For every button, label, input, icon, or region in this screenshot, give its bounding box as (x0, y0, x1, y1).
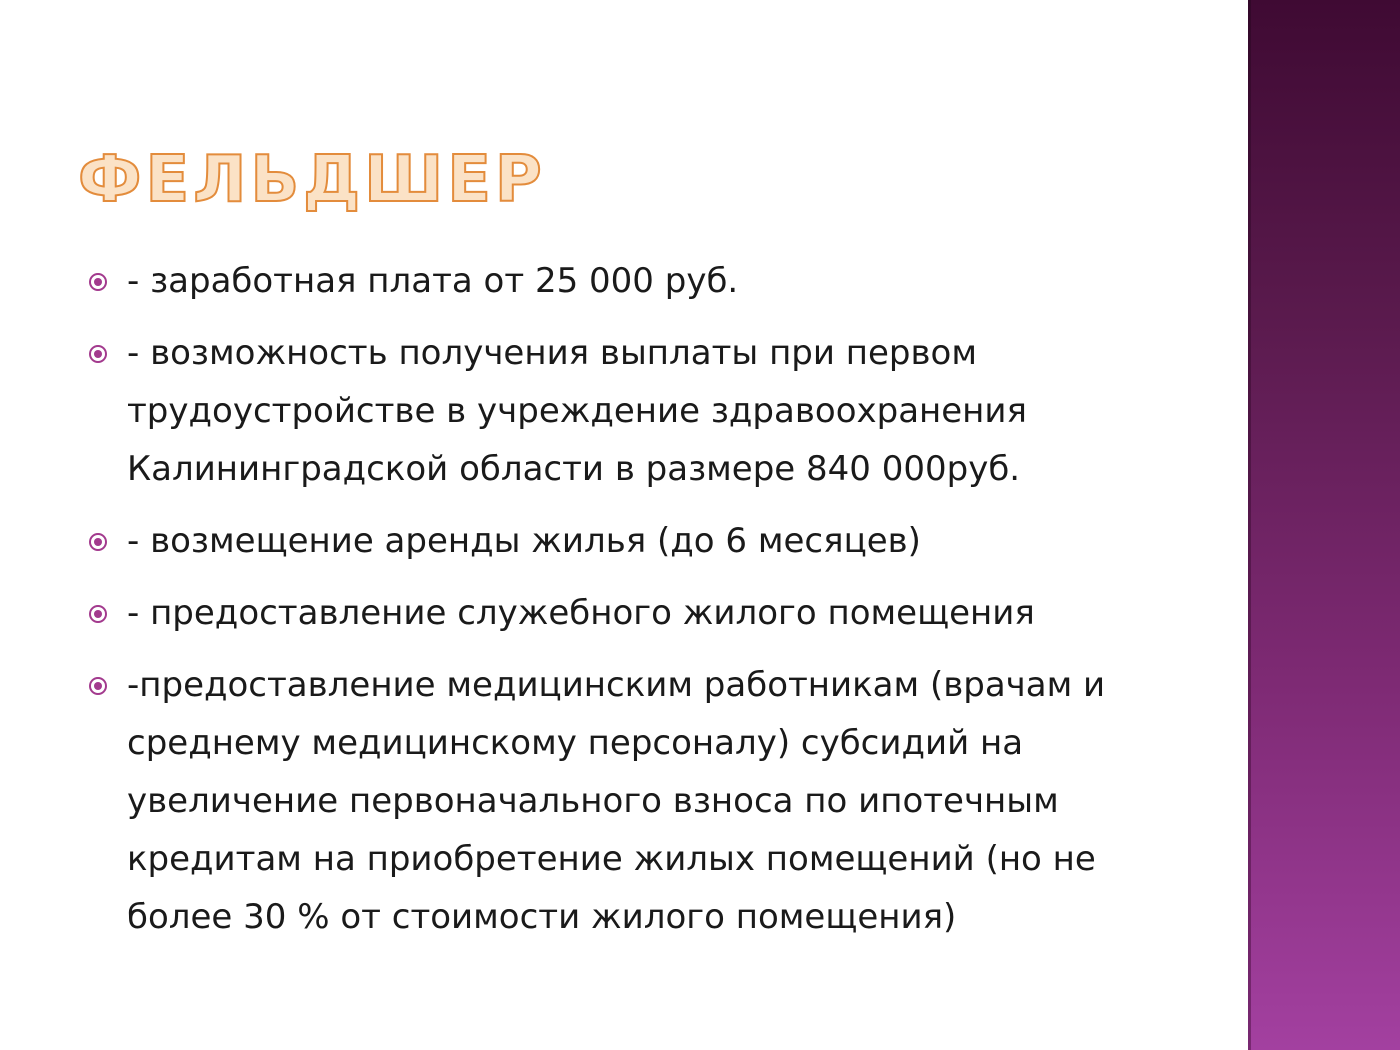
bullet-item (88, 656, 1188, 946)
bullet-text: -предоставление медицинским работникам (врачам и среднему медицинскому персоналу) субсидий на увеличение первоначального взноса по ипотечным кредитам на приобретение жилых помещений (но не более 30 % от стоимости жилого помещения) (127, 665, 1106, 937)
circle-dot-icon (88, 532, 108, 552)
bullet-text: - возможность получения выплаты при первом трудоустройстве в учреждение здравоохранения Калининградской области в размере 840 000руб. (127, 333, 1027, 489)
slide-title: ФЕЛЬДШЕР (78, 143, 546, 217)
bullet-text: - заработная плата от 25 000 руб. (127, 261, 739, 301)
bullet-list (88, 252, 1188, 960)
circle-dot-icon (88, 676, 108, 696)
bullet-item (88, 324, 1188, 498)
circle-dot-icon (88, 344, 108, 364)
bullet-item (88, 252, 1188, 310)
bullet-text: - предоставление служебного жилого помещения (127, 593, 1035, 633)
decorative-side-band (1248, 0, 1400, 1050)
bullet-item (88, 584, 1188, 642)
circle-dot-icon (88, 272, 108, 292)
side-band-edge (1248, 0, 1251, 1050)
circle-dot-icon (88, 604, 108, 624)
bullet-item (88, 512, 1188, 570)
bullet-text: - возмещение аренды жилья (до 6 месяцев) (127, 521, 921, 561)
